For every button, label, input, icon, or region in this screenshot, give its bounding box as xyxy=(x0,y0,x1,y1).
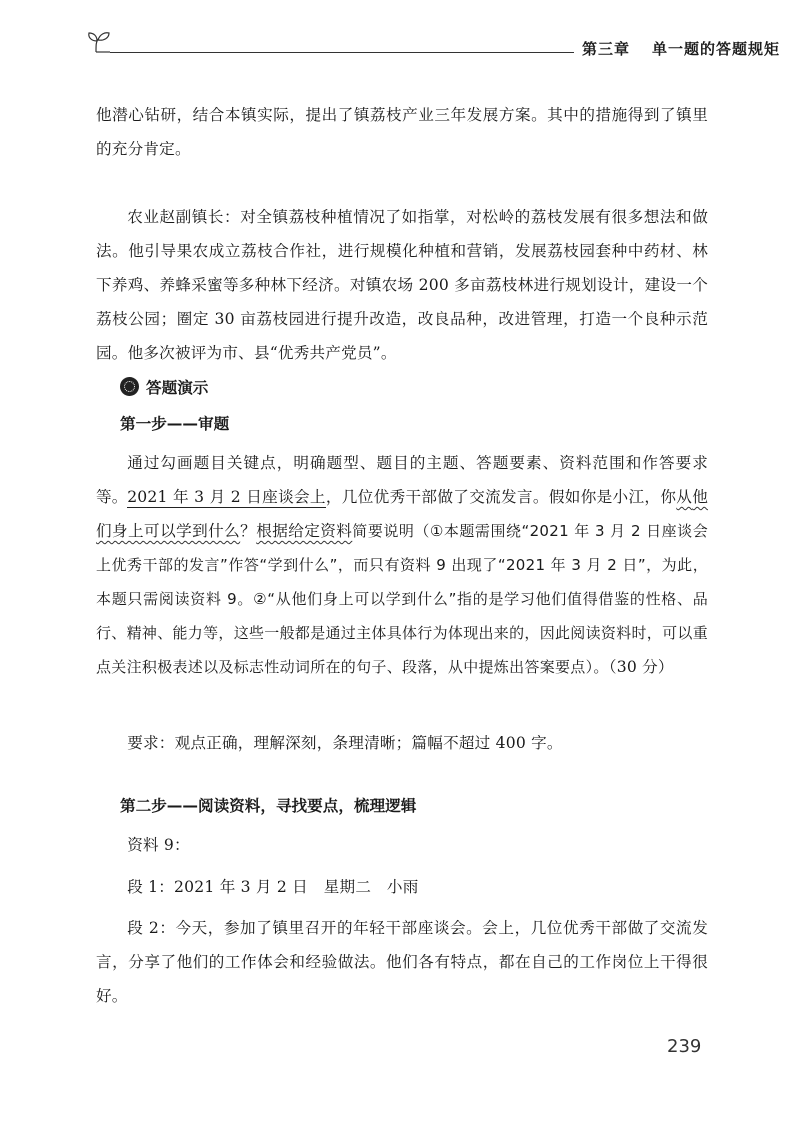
question-mark: ？ xyxy=(240,522,257,540)
question-key-ask: 从 xyxy=(676,488,693,506)
paragraph: 通过勾画题目关键点，明确题型、题目的主题、答题要素、资料范围和作答要求等。 xyxy=(96,454,708,506)
requirement: 要求：观点正确，理解深刻，条理清晰；篇幅不超过 400 字。 xyxy=(127,734,563,752)
paragraph: 他潜心钻研，结合本镇实际，提出了镇荔枝产业三年发展方案。其中的措施得到了镇里的充分肯定。 xyxy=(96,106,708,158)
header-rule xyxy=(110,52,572,53)
section-heading-label: 答题演示 xyxy=(146,379,209,397)
step-heading: 第二步——阅读资料，寻找要点，梳理逻辑 xyxy=(120,797,417,815)
chapter-heading xyxy=(582,38,780,59)
section-heading xyxy=(120,376,208,398)
paragraph: 农业赵副镇长：对全镇荔枝种植情况了如指掌，对松岭的荔枝发展有很多想法和做法。他引导果农成立荔枝合作社，进行规模化种植和营销，发展荔枝园套种中药材、林下养鸡、养蜂采蜜等多种林下经济。对镇农场 200 多亩荔枝林进行规划设计，建设一个荔枝公园；圈定 30 亩荔枝园进行提升改造，改良品种，改进管理，打造一个良种示范园。他多次被评为市、县“优秀共产党员”。 xyxy=(96,208,708,362)
question-text: ，几位优秀干部做了交流发言。假如你是小江，你 xyxy=(325,488,677,506)
running-header xyxy=(86,30,781,60)
header-rule-dash xyxy=(560,52,574,53)
question-key-date: 2021 年 3 月 2 日座谈会上 xyxy=(127,488,326,506)
question-block xyxy=(96,480,708,684)
material-segment: 段 2：今天，参加了镇里召开的年轻干部座谈会。会上，几位优秀干部做了交流发言，分享了他们的工作体会和经验做法。他们各有特点，都在自己的工作岗位上干得很好。 xyxy=(96,919,708,1005)
chapter-title: 单一题的答题规矩 xyxy=(652,40,781,58)
question-key-source: 根据给定资料 xyxy=(256,522,353,540)
step-heading: 第一步——审题 xyxy=(120,415,230,433)
material-label: 资料 9： xyxy=(127,836,190,854)
answer-demo-icon xyxy=(120,377,139,396)
page-number: 239 xyxy=(667,1036,702,1057)
question-key-ask-cont: 他们身上可以学到什么 xyxy=(96,488,708,540)
question-score: （30 分） xyxy=(608,658,674,676)
chapter-number: 第三章 xyxy=(582,40,631,58)
material-segment: 段 1：2021 年 3 月 2 日 星期二 小雨 xyxy=(127,878,419,896)
question-explanation: 简要说明（①本题需围绕“2021 年 3 月 2 日座谈会上优秀干部的发言”作答“学到什么”，而只有资料 9 出现了“2021 年 3 月 2 日”，为此，本题只需阅读资料 9。②“从他们身上可以学到什么”指的是学习他们值得借鉴的性格、品行、精神、能力等，这些一般都是通过主体具体行为体现出来的，因此阅读资料时，可以重点关注积极表述以及标志性动词所在的句子、段落，从中提炼出答案要点）。 xyxy=(96,522,709,676)
